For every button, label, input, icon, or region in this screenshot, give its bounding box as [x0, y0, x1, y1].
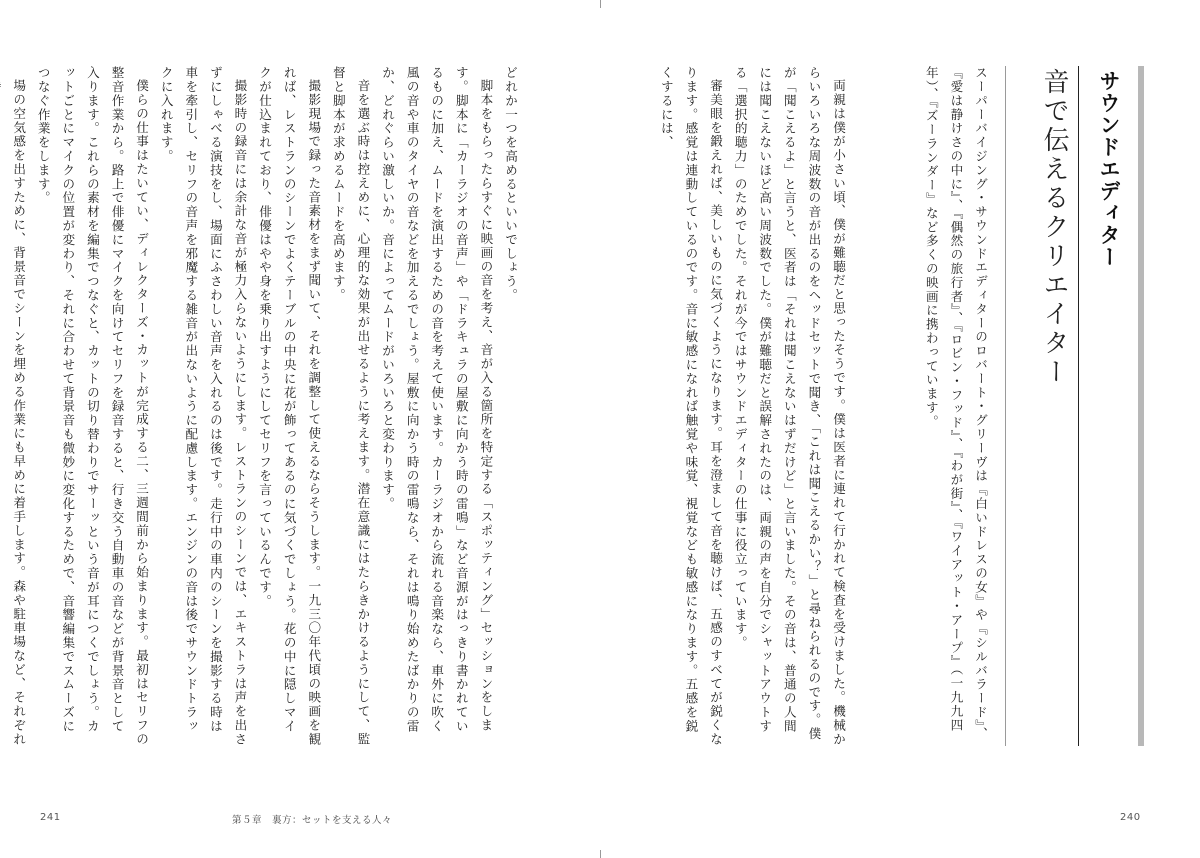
running-head: 第５章 裏方：セットを支える人々 — [232, 815, 393, 826]
section-rule — [1078, 66, 1079, 746]
title-rule — [1005, 66, 1006, 746]
intro-text — [924, 66, 992, 746]
right-page-body — [480, 66, 850, 746]
body-paragraph: 撮影時の録音には余計な音が極力入らないようにします。レストランのシーンでは、エキストラは声を出さずにしゃべる演技をし、場面にふさわしい音声を入れるのは後です。走行中の車内のシーンを撮影する時は車を牽引し、セリフの音声を邪魔する雑音が出ないように配慮します。エンジンの音は後でサウンドトラックに入れます。 — [158, 66, 248, 746]
body-paragraph: 脚本をもらったらすぐに映画の音を考え、音が入る箇所を特定する「スポッティング」セッションをします。脚本に「カーラジオの音声」や「ドラキュラの屋敷に向かう時の雷鳴」など音源がはっきり書かれているものに加え、ムードを演出するための音を考えて使います。カーラジオから流れる音楽なら、車外に吹く風の音や車のタイヤの音などを加えるでしょう。屋敷に向かう時の雷鳴なら、それは鳴り始めたばかりの雷か、どれぐらい激しいか。音によってムードがいろいろと変わります。 — [380, 66, 494, 734]
left-page-body — [11, 66, 522, 746]
section-accent-bar — [1138, 66, 1144, 746]
intro-paragraph: スーパーバイジング・サウンドエディターのロバート・グリーヴは『白いドレスの女』や『シルバラード』、『愛は静けさの中に』、『偶然の旅行者』、『ロビン・フッド』、『わが街』、『ワイアット・アープ』（一九九四年）、『ズーランダー』など多くの映画に携わっています。 — [923, 66, 988, 741]
page-title: 音で伝えるクリエイター — [1039, 68, 1069, 387]
body-paragraph: 審美眼を鍛えれば、美しいものに気づくようになります。耳を澄まして音を聴けば、五感のすべてが鋭くなります。感覚は連動しているのです。音に敏感になれば触覚や味覚、視覚なども敏感になります。五感を鋭くするには、 — [658, 66, 724, 746]
body-paragraph: どれか一つを高めるといいでしょう。 — [503, 66, 518, 303]
body-paragraph: 両親は僕が小さい頃、僕が難聴だと思ったそうです。僕は医者に連れて行かれて検査を受けました。機械からいろいろな周波数の音が出るのをヘッドセットで聞き、「これは聞こえるかい？」と尋ねられるのです。僕が「聞こえるよ」と言うと、医者は「それは聞こえないはずだけど」と言いました。その音は、普通の人間には聞こえないほど高い周波数でした。僕が難聴だと誤解されたのは、両親の声を自分でシャットアウトする「選択的聴力」のためでした。それが今ではサウンドエディターの仕事に役立っています。 — [732, 66, 846, 746]
body-paragraph: 場の空気感を出すために、背景音でシーンを埋める作業にも早めに着手します。森や駐車場など、それぞれ — [11, 78, 27, 746]
page-number-left: 241 — [40, 812, 61, 823]
section-label: サウンドエディター — [1097, 70, 1121, 268]
body-paragraph: 僕らの仕事はたいてい、ディレクターズ・カットが完成する二、三週間前から始まります。最初はセリフの整音作業から。路上で俳優にマイクを向けてセリフを録音すると、行き交う自動車の音などが背景音として入ります。これらの素材を編集でつなぐと、カットの切り替わりでサーッという音が耳につくでしょう。カットごとにマイクの位置が変わり、それに合わせて背景音も微妙に変化するためで、音響編集でスムーズにつなぐ作業をします。 — [35, 66, 150, 746]
page-number-right: 240 — [1120, 812, 1141, 823]
body-paragraph: 音を選ぶ時は控えめに、心理的な効果が出せるように考えます。潜在意識にはたらきかけるようにして、監督と脚本が求めるムードを高めます。 — [330, 66, 371, 746]
crop-mark-bottom — [600, 850, 601, 858]
crop-mark-top — [600, 0, 601, 8]
body-paragraph: 撮影現場で録った音素材をまず聞いて、それを調整して使えるならそうします。一九三〇年代頃の映画を観れば、レストランのシーンでよくテーブルの中央に花が飾ってあるのに気づくでしょう。花の中に隠しマイクが仕込まれており、俳優はやや身を乗り出すようにしてセリフを言っているんです。 — [257, 66, 322, 746]
